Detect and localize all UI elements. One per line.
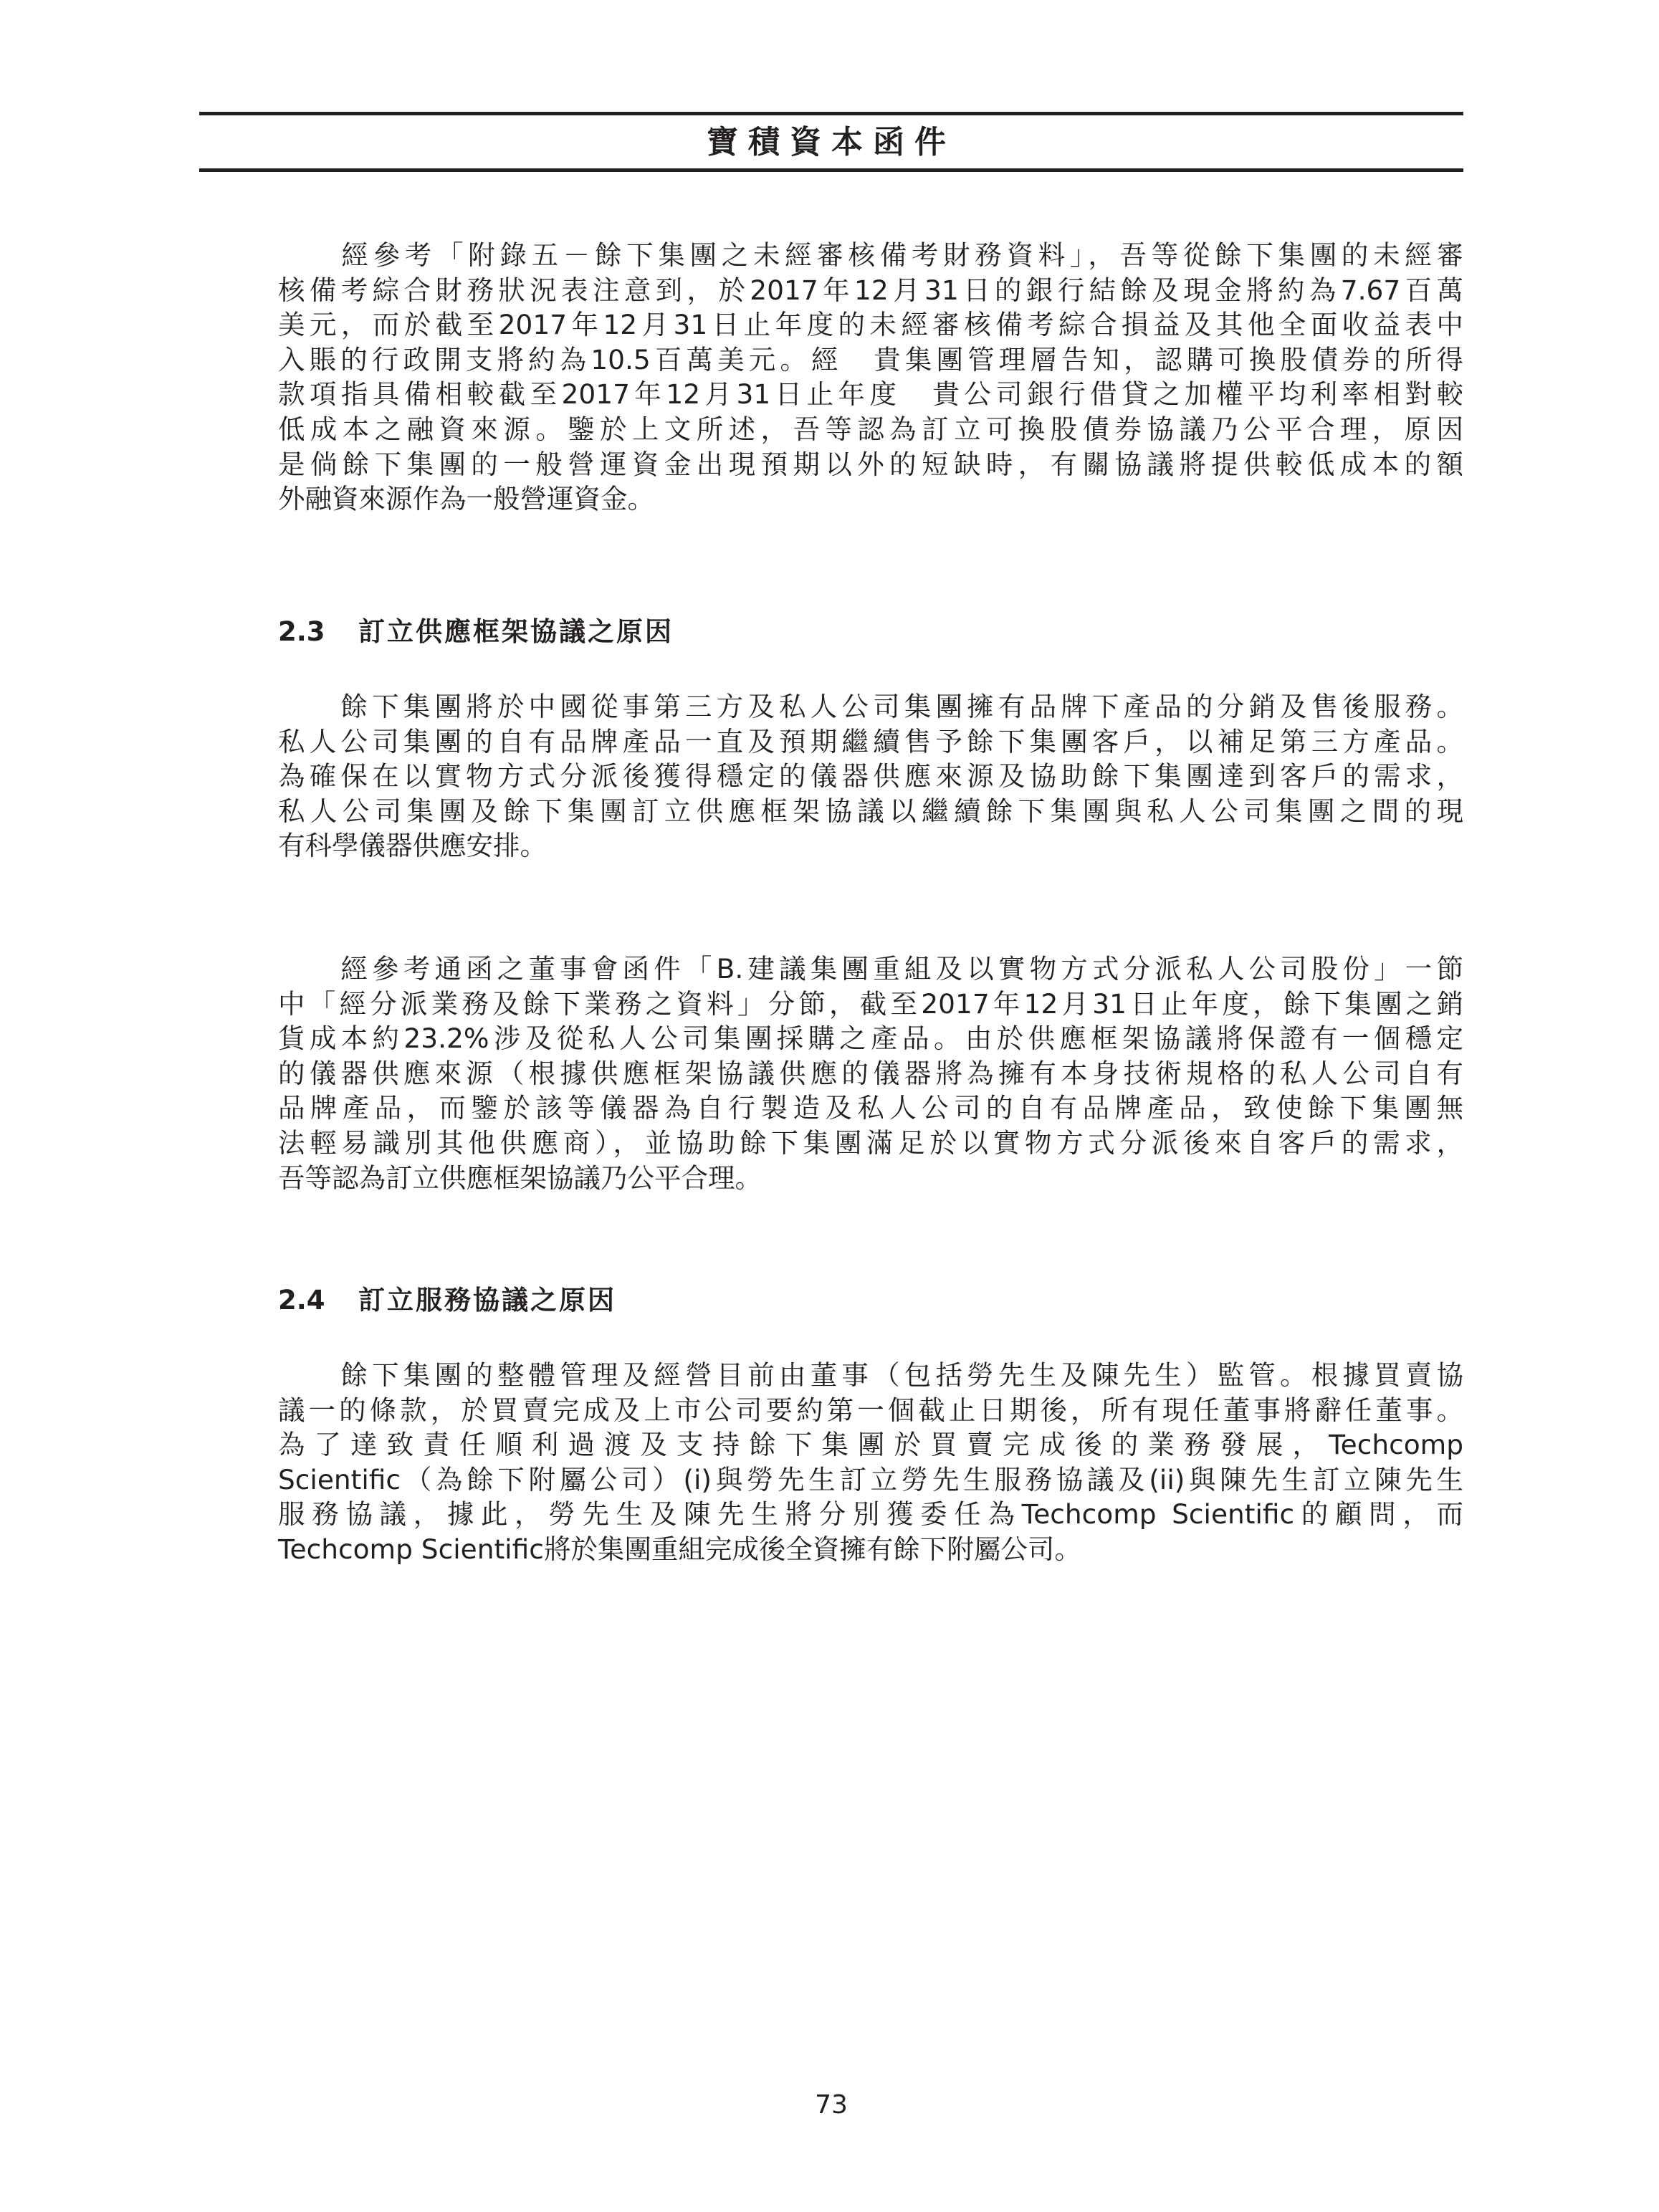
text-line: 款項指具備相較截至2017年12月31日止年度 貴公司銀行借貸之加權平均利率相對較 [278, 378, 1463, 411]
paragraph-convertible-bonds [278, 238, 1463, 517]
header-bottom-rule [199, 168, 1463, 172]
text-line: 外融資來源作為一般營運資金。 [278, 483, 654, 515]
paragraph-supply-framework-1 [278, 689, 1463, 863]
paragraph-service-agreements [278, 1358, 1463, 1567]
section-title: 訂立供應框架協議之原因 [358, 616, 674, 647]
page-title: 寶積資本函件 [707, 124, 956, 161]
text-line: 品牌產品，而鑒於該等儀器為自行製造及私人公司的自有品牌產品，致使餘下集團無 [278, 1092, 1463, 1124]
text-line: 入賬的行政開支將約為10.5百萬美元。經 貴集團管理層告知，認購可換股債券的所得 [278, 343, 1463, 375]
text-line: 吾等認為訂立供應框架協議乃公平合理。 [278, 1162, 762, 1194]
text-line: 低成本之融資來源。鑒於上文所述，吾等認為訂立可換股債券協議乃公平合理，原因 [278, 413, 1463, 445]
text-line: 為了達致責任順利過渡及支持餘下集團於買賣完成後的業務發展，Techcomp [278, 1429, 1463, 1461]
section-number: 2.3 [278, 616, 325, 647]
text-line: 核備考綜合財務狀況表注意到，於2017年12月31日的銀行結餘及現金將約為7.67百萬 [278, 274, 1463, 306]
text-line: 餘下集團將於中國從事第三方及私人公司集團擁有品牌下產品的分銷及售後服務。 [278, 691, 1463, 722]
text-line: 私人公司集團及餘下集團訂立供應框架協議以繼續餘下集團與私人公司集團之間的現 [278, 795, 1463, 827]
text-line: 法輕易識別其他供應商），並協助餘下集團滿足於以實物方式分派後來自客戶的需求， [278, 1126, 1463, 1159]
text-line: 中「經分派業務及餘下業務之資料」分節，截至2017年12月31日止年度，餘下集團之銷 [278, 987, 1463, 1020]
text-line: 服務協議，據此，勞先生及陳先生將分別獲委任為Techcomp Scientific的顧問，而 [278, 1498, 1463, 1531]
section-number: 2.4 [278, 1285, 325, 1316]
text-line: 貨成本約23.2%涉及從私人公司集團採購之產品。由於供應框架協議將保證有一個穩定 [278, 1023, 1463, 1055]
text-line: Scientific（為餘下附屬公司）(i)與勞先生訂立勞先生服務協議及(ii)與陳先生訂立陳先生 [278, 1463, 1463, 1495]
text-line: 議一的條款，於買賣完成及上市公司要約第一個截止日期後，所有現任董事將辭任董事。 [278, 1394, 1463, 1426]
text-line: 餘下集團的整體管理及經營目前由董事（包括勞先生及陳先生）監管。根據買賣協 [278, 1359, 1463, 1391]
header-top-rule [199, 112, 1463, 115]
section-title: 訂立服務協議之原因 [358, 1285, 616, 1316]
section-heading-2-3 [278, 615, 674, 649]
text-line: 有科學儀器供應安排。 [278, 830, 547, 862]
text-line: 經參考通函之董事會函件「B.建議集團重組及以實物方式分派私人公司股份」一節 [278, 953, 1463, 985]
text-line: 的儀器供應來源（根據供應框架協議供應的儀器將為擁有本身技術規格的私人公司自有 [278, 1057, 1463, 1089]
text-line: 經參考「附錄五－餘下集團之未經審核備考財務資料」，吾等從餘下集團的未經審 [278, 239, 1463, 271]
text-line: 美元，而於截至2017年12月31日止年度的未經審核備考綜合損益及其他全面收益表中 [278, 309, 1463, 341]
text-line: 是倘餘下集團的一般營運資金出現預期以外的短缺時，有關協議將提供較低成本的額 [278, 448, 1463, 480]
section-heading-2-4 [278, 1283, 616, 1318]
paragraph-supply-framework-2 [278, 952, 1463, 1195]
text-line: 私人公司集團的自有品牌產品一直及預期繼續售予餘下集團客戶，以補足第三方產品。 [278, 725, 1463, 757]
page-number: 73 [815, 2090, 848, 2120]
text-line: Techcomp Scientific將於集團重組完成後全資擁有餘下附屬公司。 [278, 1533, 1081, 1565]
text-line: 為確保在以實物方式分派後獲得穩定的儀器供應來源及協助餘下集團達到客戶的需求， [278, 760, 1463, 793]
